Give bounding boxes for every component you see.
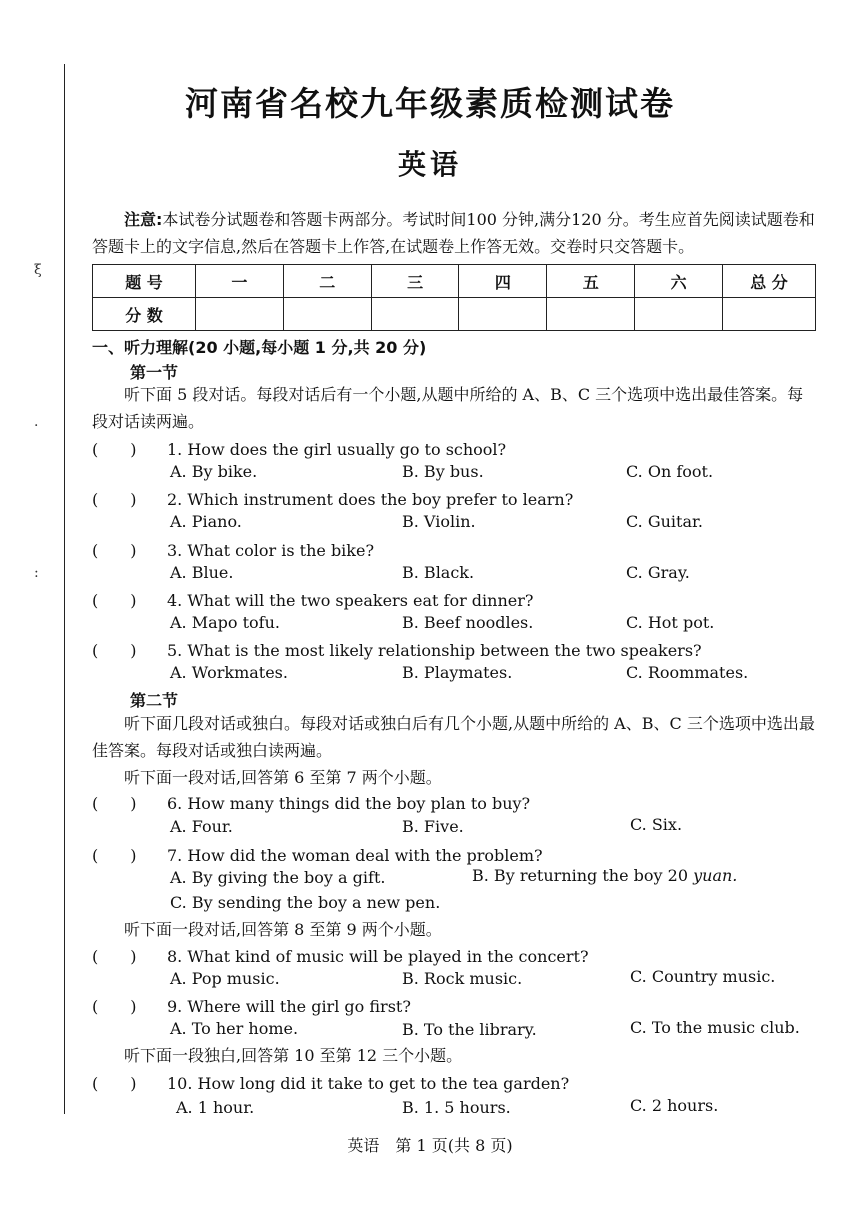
score-header-cell: 四 (459, 265, 547, 298)
answer-paren[interactable]: ( ) (92, 541, 137, 560)
answer-paren[interactable]: ( ) (92, 794, 137, 813)
score-header-cell: 三 (371, 265, 459, 298)
score-cell[interactable] (371, 298, 459, 331)
binding-mark: ξ (34, 262, 42, 278)
section1-heading: 第一节 (130, 363, 179, 382)
score-cell[interactable] (283, 298, 371, 331)
option-c: C. By sending the boy a new pen. (170, 893, 441, 912)
score-cell[interactable] (723, 298, 816, 331)
question-10: ( ) 10. How long did it take to get to the tea garden? (92, 1071, 569, 1094)
part1-heading: 一、听力理解(20 小题,每小题 1 分,共 20 分) (92, 338, 427, 357)
binding-line (64, 64, 65, 1114)
score-header-cell: 二 (283, 265, 371, 298)
option-a: A. By giving the boy a gift. (170, 868, 386, 887)
option-b: B. By bus. (402, 462, 484, 481)
option-a: A. Piano. (170, 512, 242, 531)
score-cell[interactable] (635, 298, 723, 331)
section2-sub3: 听下面一段独白,回答第 10 至第 12 三个小题。 (124, 1046, 463, 1065)
score-header-cell: 一 (196, 265, 284, 298)
option-b: B. Playmates. (402, 663, 513, 682)
option-c: C. To the music club. (630, 1018, 800, 1037)
option-a: A. 1 hour. (176, 1098, 255, 1117)
option-a: A. Blue. (170, 563, 234, 582)
page-title: 河南省名校九年级素质检测试卷 (185, 84, 675, 123)
answer-paren[interactable]: ( ) (92, 1074, 137, 1093)
score-cell[interactable] (547, 298, 635, 331)
option-c: C. Guitar. (626, 512, 703, 531)
section2-instruction: 听下面几段对话或独白。每段对话或独白后有几个小题,从题中所给的 A、B、C 三个选项中选出最佳答案。每段对话或独白读两遍。 (92, 714, 815, 760)
answer-paren[interactable]: ( ) (92, 947, 137, 966)
question-6: ( ) 6. How many things did the boy plan to buy? (92, 791, 530, 814)
answer-paren[interactable]: ( ) (92, 997, 137, 1016)
subject-title: 英语 (397, 148, 462, 181)
option-a: A. To her home. (170, 1019, 299, 1038)
answer-paren[interactable]: ( ) (92, 846, 137, 865)
option-c: C. Six. (630, 815, 683, 834)
option-b: B. To the library. (402, 1020, 537, 1039)
question-3: ( ) 3. What color is the bike? (92, 538, 374, 561)
score-row-label: 分 数 (93, 298, 196, 331)
score-header-cell: 六 (635, 265, 723, 298)
binding-mark: · (34, 418, 39, 434)
option-c: C. Country music. (630, 967, 776, 986)
option-c: C. On foot. (626, 462, 714, 481)
question-8: ( ) 8. What kind of music will be played in the concert? (92, 944, 589, 967)
section2-sub2: 听下面一段对话,回答第 8 至第 9 两个小题。 (124, 920, 442, 939)
score-header-cell: 题 号 (93, 265, 196, 298)
question-4: ( ) 4. What will the two speakers eat for dinner? (92, 588, 533, 611)
score-table-header-row (93, 265, 816, 298)
option-b: B. 1. 5 hours. (402, 1098, 511, 1117)
page-footer: 英语 第 1 页(共 8 页) (347, 1136, 513, 1155)
score-header-cell: 五 (547, 265, 635, 298)
notice-label: 注意: (124, 210, 163, 229)
option-a: A. Four. (170, 817, 233, 836)
question-9: ( ) 9. Where will the girl go first? (92, 994, 411, 1017)
option-c: C. Hot pot. (626, 613, 715, 632)
section1-instruction: 听下面 5 段对话。每段对话后有一个小题,从题中所给的 A、B、C 三个选项中选出最佳答案。每段对话读两遍。 (92, 385, 804, 431)
question-5: ( ) 5. What is the most likely relationship between the two speakers? (92, 638, 702, 661)
option-b: B. Beef noodles. (402, 613, 534, 632)
notice-text: 本试卷分试题卷和答题卡两部分。考试时间100 分钟,满分120 分。考生应首先阅读试题卷和答题卡上的文字信息,然后在答题卡上作答,在试题卷上作答无效。交卷时只交答题卡。 (92, 210, 815, 256)
question-1: ( ) 1. How does the girl usually go to school? (92, 437, 506, 460)
answer-paren[interactable]: ( ) (92, 641, 137, 660)
answer-paren[interactable]: ( ) (92, 440, 137, 459)
question-2: ( ) 2. Which instrument does the boy prefer to learn? (92, 487, 573, 510)
score-table-row (93, 298, 816, 331)
notice-paragraph (92, 206, 816, 260)
option-a: A. By bike. (170, 462, 258, 481)
score-table (92, 264, 816, 331)
option-a: A. Workmates. (170, 663, 288, 682)
option-c: C. Roommates. (626, 663, 749, 682)
score-cell[interactable] (459, 298, 547, 331)
option-b: B. By returning the boy 20 yuan. (472, 866, 738, 885)
score-header-cell: 总 分 (723, 265, 816, 298)
option-a: A. Mapo tofu. (170, 613, 280, 632)
option-a: A. Pop music. (170, 969, 280, 988)
option-c: C. 2 hours. (630, 1096, 719, 1115)
section2-sub1: 听下面一段对话,回答第 6 至第 7 两个小题。 (124, 768, 442, 787)
option-b: B. Rock music. (402, 969, 523, 988)
answer-paren[interactable]: ( ) (92, 591, 137, 610)
binding-mark: : (34, 565, 39, 581)
option-c: C. Gray. (626, 563, 690, 582)
section2-heading: 第二节 (130, 691, 179, 710)
answer-paren[interactable]: ( ) (92, 490, 137, 509)
score-cell[interactable] (196, 298, 284, 331)
question-7: ( ) 7. How did the woman deal with the problem? (92, 843, 543, 866)
option-b: B. Violin. (402, 512, 476, 531)
option-b: B. Black. (402, 563, 475, 582)
option-b: B. Five. (402, 817, 464, 836)
